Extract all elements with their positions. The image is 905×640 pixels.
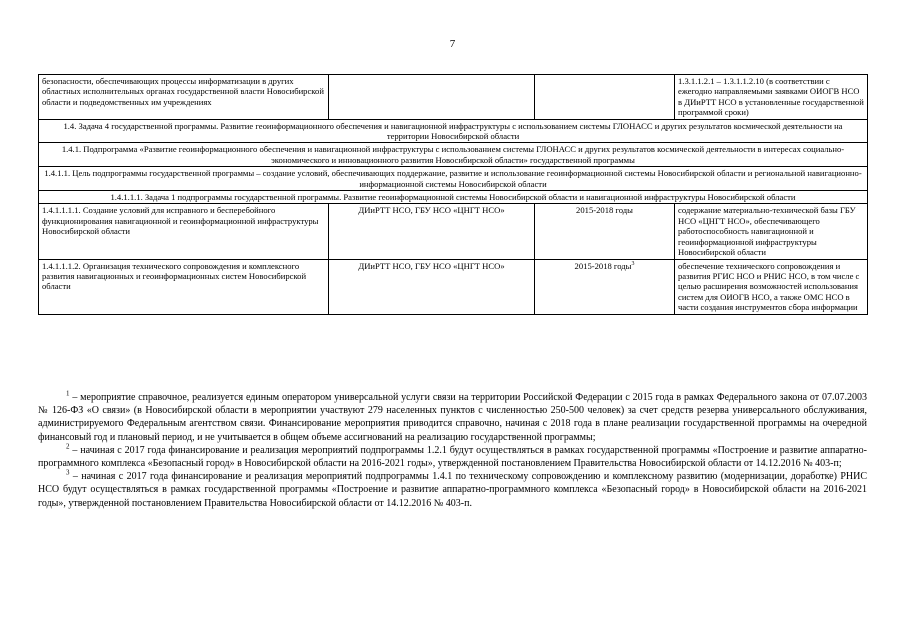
footnotes bbox=[38, 391, 867, 510]
table-cell-period bbox=[535, 259, 675, 314]
table-row bbox=[39, 191, 868, 204]
page-number: 7 bbox=[449, 38, 456, 50]
table-cell-executor: ДИиРТТ НСО, ГБУ НСО «ЦНГТ НСО» bbox=[329, 259, 535, 314]
goal-heading-cell: 1.4.1.1. Цель подпрограммы государственной программы – создание условий, обеспечивающих поддержание, развитие и использование геоинформационной системы Новосибирской области и региональной навигационно-информационной системы Новосибирской области bbox=[39, 167, 868, 191]
table-cell-result: содержание материально-технической базы ГБУ НСО «ЦНГТ НСО», обеспечивающего работоспособность навигационной и геоинформационной инфраструктуры Новосибирской области bbox=[675, 204, 868, 259]
table-cell-executor: ДИиРТТ НСО, ГБУ НСО «ЦНГТ НСО» bbox=[329, 204, 535, 259]
table-row bbox=[39, 143, 868, 167]
table-cell-activity: безопасности, обеспечивающих процессы информатизации в других областных исполнительных органах государственной власти Новосибирской области и подведомственных им учреждениях bbox=[39, 75, 329, 120]
table-cell-activity: 1.4.1.1.1.1. Создание условий для исправного и бесперебойного функционирования навигационной и геоинформационной инфраструктуры Новосибирской области bbox=[39, 204, 329, 259]
footnote-marker: 2 bbox=[66, 442, 70, 451]
footnote-ref: 3 bbox=[631, 260, 635, 267]
footnote-text: – начиная с 2017 года финансирование и реализация мероприятий подпрограммы 1.2.1 будут осуществляться в рамках государственной программы «Построение и развитие аппаратно-программного комплекса «Безопасный город» в Новосибирской области на 2016-2021 годы», утвержденной постановлением Правительства Новосибирской области от 14.12.2016 № 403-п; bbox=[38, 444, 867, 470]
subprogram-heading-cell: 1.4.1. Подпрограмма «Развитие геоинформационного обеспечения и навигационной инфраструктуры с использованием системы ГЛОНАСС и других результатов космической деятельности в интересах социально-экономического и инновационного развития Новосибирской области» государственной программы bbox=[39, 143, 868, 167]
table-row bbox=[39, 204, 868, 259]
table-cell-result: 1.3.1.1.2.1 – 1.3.1.1.2.10 (в соответствии с ежегодно направляемыми заявками ОИОГВ НСО в ДИиРТТ НСО в установленные государственной программой сроки) bbox=[675, 75, 868, 120]
table-cell-period bbox=[535, 75, 675, 120]
period-text: 2015-2018 годы bbox=[574, 260, 632, 271]
task1-heading-cell: 1.4.1.1.1. Задача 1 подпрограммы государственной программы. Развитие геоинформационной системы Новосибирской области и навигационной инфраструктуры Новосибирской области bbox=[39, 191, 868, 204]
plan-table bbox=[38, 74, 868, 315]
table-cell-period: 2015-2018 годы bbox=[535, 204, 675, 259]
table-cell-executor bbox=[329, 75, 535, 120]
footnote-text: – начиная с 2017 года финансирование и реализация мероприятий подпрограммы 1.4.1 по техническому сопровождению и комплексному развитию (модернизации, доработке) РНИС НСО будут осуществляться в рамках государственной программы «Построение и развитие аппаратно-программного комплекса «Безопасный город» в Новосибирской области на 2016-2021 годы», утвержденной постановлением Правительства Новосибирской области от 14.12.2016 № 403-п. bbox=[38, 471, 867, 509]
footnote bbox=[38, 444, 867, 470]
task-heading-cell: 1.4. Задача 4 государственной программы. Развитие геоинформационного обеспечения и навигационной инфраструктуры с использованием системы ГЛОНАСС и других результатов космической деятельности на территории Новосибирской области bbox=[39, 119, 868, 143]
footnote-marker: 3 bbox=[66, 468, 70, 477]
table-cell-activity: 1.4.1.1.1.2. Организация технического сопровождения и комплексного развития навигационных и геоинформационных систем Новосибирской области bbox=[39, 259, 329, 314]
table-row bbox=[39, 75, 868, 120]
footnote bbox=[38, 391, 867, 444]
footnote bbox=[38, 470, 867, 510]
footnote-marker: 1 bbox=[66, 389, 70, 398]
table-row bbox=[39, 119, 868, 143]
table-row bbox=[39, 259, 868, 314]
table-cell-result: обеспечение технического сопровождения и развития РГИС НСО и РНИС НСО, в том числе с целью расширения возможностей использования систем для ОИОГВ НСО, а также ОМС НСО в части создания инструментов сбора информации bbox=[675, 259, 868, 314]
table-row bbox=[39, 167, 868, 191]
footnote-text: – мероприятие справочное, реализуется единым оператором универсальной услуги связи на территории Российской Федерации с 2015 года в рамках Федерального закона от 07.07.2003 № 126-ФЗ «О связи» (в Новосибирской области в мероприятии участвуют 279 населенных пунктов с численностью 250-500 человек) за счет средств резерва универсального обслуживания, администрируемого Федеральным агентством связи. Финансирование мероприятия приводится справочно, начиная с 2018 года в плане реализации государственной программы на очередной финансовый год и плановый период, и не учитывается в общем объеме ассигнований на реализацию государственной программы; bbox=[38, 392, 867, 443]
